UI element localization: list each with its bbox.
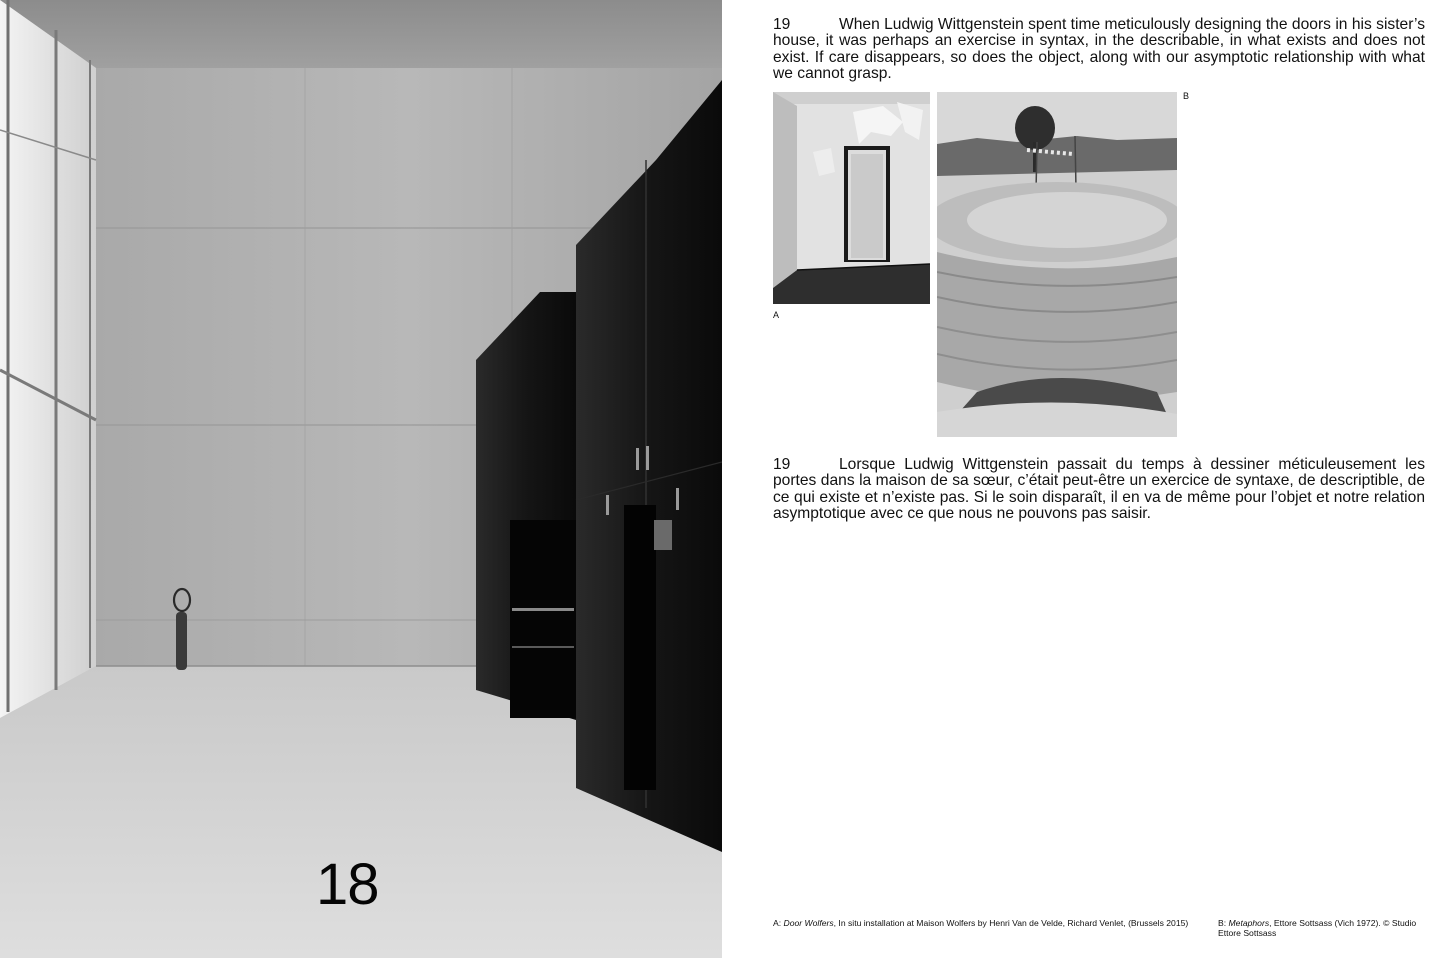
paragraph-text: Lorsque Ludwig Wittgenstein passait du temps à dessiner méticuleusement les portes dans la maison de sa sœur, c’était peut-être un exercice de syntaxe, de descriptible, de ce qui existe et n’existe pas. Si le soin disparaît, il en va de même pour l’objet et notre relation asymptotique avec ce que nous ne pouvons pas saisir. bbox=[773, 456, 1425, 523]
caption-figure-b bbox=[1218, 918, 1433, 938]
photo-concrete-hall-image bbox=[0, 0, 722, 958]
figure-b-landscape-photo bbox=[937, 92, 1177, 437]
paragraph-french bbox=[773, 457, 1425, 523]
caption-figure-a bbox=[773, 918, 1213, 928]
paragraph-text: When Ludwig Wittgenstein spent time meticulously designing the doors in his sister’s house, it was perhaps an exercise in syntax, in the describable, in what exists and does not exist. If care disappears, so does the object, along with our asymptotic relationship with what we cannot grasp. bbox=[773, 16, 1425, 83]
figure-a-label: A bbox=[773, 310, 780, 320]
paragraph-number: 19 bbox=[773, 456, 791, 473]
caption-a-text: , In situ installation at Maison Wolfers by Henri Van de Velde, Richard Venlet, (Brussels 2015) bbox=[833, 918, 1189, 928]
figure-a-door-photo bbox=[773, 92, 930, 304]
caption-b-text: , Ettore Sottsass (Vich 1972). © Studio Ettore Sottsass bbox=[1218, 918, 1417, 938]
figure-b-label: B bbox=[1183, 91, 1190, 101]
caption-b-prefix: B: bbox=[1218, 918, 1229, 928]
caption-a-prefix: A: bbox=[773, 918, 784, 928]
caption-b-title: Metaphors bbox=[1228, 918, 1270, 928]
paragraph-number: 19 bbox=[773, 16, 791, 33]
figure-a-image bbox=[773, 92, 930, 304]
figure-b-image bbox=[937, 92, 1177, 437]
photo-concrete-hall bbox=[0, 0, 722, 958]
page-number: 18 bbox=[316, 852, 379, 917]
caption-a-title: Door Wolfers bbox=[783, 918, 834, 928]
paragraph-english bbox=[773, 17, 1425, 83]
